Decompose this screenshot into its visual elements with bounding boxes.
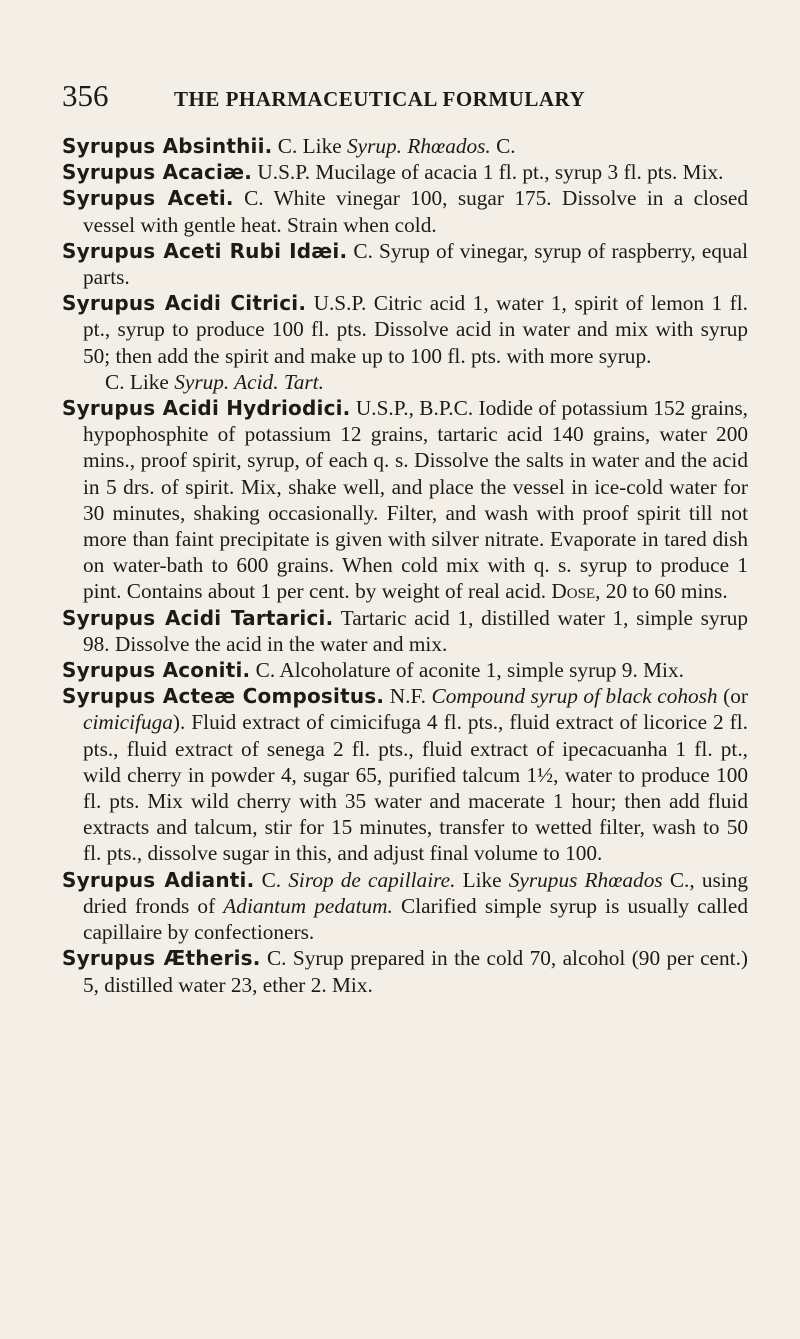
entry-text: (or [717, 684, 748, 709]
entry-text: C. Like [272, 134, 347, 158]
entry-heading: Syrupus Acidi Tartarici. [62, 605, 334, 630]
entry-heading: Syrupus Adianti. [62, 867, 255, 892]
entry-text: U.S.P., B.P.C. Iodide of potassium 152 grains, hypophosphite of potassium 12 grains, tartaric acid 140 grains, water 200 mins., proof spirit, syrup, of each q. s. Dissolve the salts in water and the acid in 5 drs. of spirit. Mix, shake well, and place the vessel in ice-cold water for 30 minutes, shaking occasionally. Filter, and wash with proof spirit till not more than faint precipitate is given with silver nitrate. Evaporate in tared dish on water-bath to 600 grains. When cold mix with q. s. syrup to produce 1 pint. Contains about 1 per cent. by weight of real acid. [83, 396, 748, 604]
running-head: THE PHARMACEUTICAL FORMULARY [174, 87, 586, 111]
entry-heading: Syrupus Acidi Hydriodici. [62, 396, 351, 421]
italic-text: Sirop de capillaire. [288, 867, 456, 892]
formula-entry [62, 867, 748, 946]
entry-text: ). Fluid extract of cimicifuga 4 fl. pts., fluid extract of licorice 2 fl. pts., fluid extract of senega 2 fl. pts., fluid extract of ipecacuanha 1 fl. pt., wild cherry in powder 4, sugar 65, purified talcum 1½, water to produce 100 fl. pts. Mix wild cherry with 35 water and macerate 1 hour; then add fluid extracts and talcum, stir for 15 minutes, transfer to wetted filter, wash to 50 fl. pts., dissolve sugar in this, and adjust final volume to 100. [83, 710, 748, 866]
entry-text: C. [490, 134, 516, 158]
formula-entry [62, 185, 748, 237]
entry-heading: Syrupus Acaciæ. [62, 160, 253, 185]
formula-entry [62, 605, 748, 657]
entry-text: Clarified simple syrup is usually called capillaire by confectioners. [83, 893, 748, 945]
page-number: 356 [62, 78, 109, 113]
entry-heading: Syrupus Aceti Rubi Idæi. [62, 238, 348, 263]
entry-heading: Syrupus Acidi Citrici. [62, 291, 307, 316]
entry-heading: Syrupus Aceti. [62, 186, 234, 211]
formula-entry [62, 657, 748, 683]
entry-note [83, 369, 748, 395]
entry-text: N.F. [384, 684, 432, 709]
entry-text: C. Syrup prepared in the cold 70, alcohol (90 per cent.) 5, distilled water 23, ether 2. Mix. [83, 946, 748, 997]
formula-entry [62, 159, 748, 185]
italic-text: Adiantum pedatum. [223, 893, 393, 918]
entry-text: , 20 to 60 mins. [595, 579, 728, 604]
entry-text: Like [455, 867, 509, 892]
page-header [62, 78, 738, 118]
entry-heading: Syrupus Aconiti. [62, 658, 251, 683]
dose-label: Dose [551, 579, 596, 604]
entry-text: C. White vinegar 100, sugar 175. Dissolve in a closed vessel with gentle heat. Strain when cold. [83, 186, 748, 237]
entry-text: Tartaric acid 1, distilled water 1, simple syrup 98. Dissolve the acid in the water and mix. [83, 605, 748, 656]
entry-text: C., using dried fronds of [83, 867, 748, 918]
entry-text: C. Like [105, 369, 175, 394]
italic-text: Syrupus Rhœados [508, 867, 663, 892]
entry-text: U.S.P. Citric acid 1, water 1, spirit of lemon 1 fl. pt., syrup to produce 100 fl. pts. Dissolve acid in water and mix with syrup 50; then add the spirit and make up to 100 fl. pts. with more syrup. [83, 291, 748, 368]
entry-text: C. [254, 867, 289, 892]
entry-text: C. Alcoholature of aconite 1, simple syrup 9. Mix. [250, 658, 684, 683]
formula-entry [62, 945, 748, 997]
formulary-entries [62, 133, 748, 998]
entry-heading: Syrupus Absinthii. [62, 134, 273, 158]
entry-text: C. Syrup of vinegar, syrup of raspberry, equal parts. [83, 238, 748, 290]
entry-heading: Syrupus Ætheris. [62, 946, 261, 971]
formula-entry [62, 683, 748, 866]
italic-text: Compound syrup of black cohosh [431, 684, 718, 709]
entry-heading: Syrupus Acteæ Compositus. [62, 684, 385, 709]
entry-text: U.S.P. Mucilage of acacia 1 fl. pt., syrup 3 fl. pts. Mix. [252, 160, 724, 185]
formula-entry [62, 395, 748, 605]
formula-entry [62, 238, 748, 290]
italic-text: cimicifuga [83, 710, 173, 735]
italic-text: Syrup. Acid. Tart. [174, 369, 324, 394]
formula-entry [62, 133, 748, 159]
italic-text: Syrup. Rhœados. [347, 134, 491, 158]
formula-entry [62, 290, 748, 395]
